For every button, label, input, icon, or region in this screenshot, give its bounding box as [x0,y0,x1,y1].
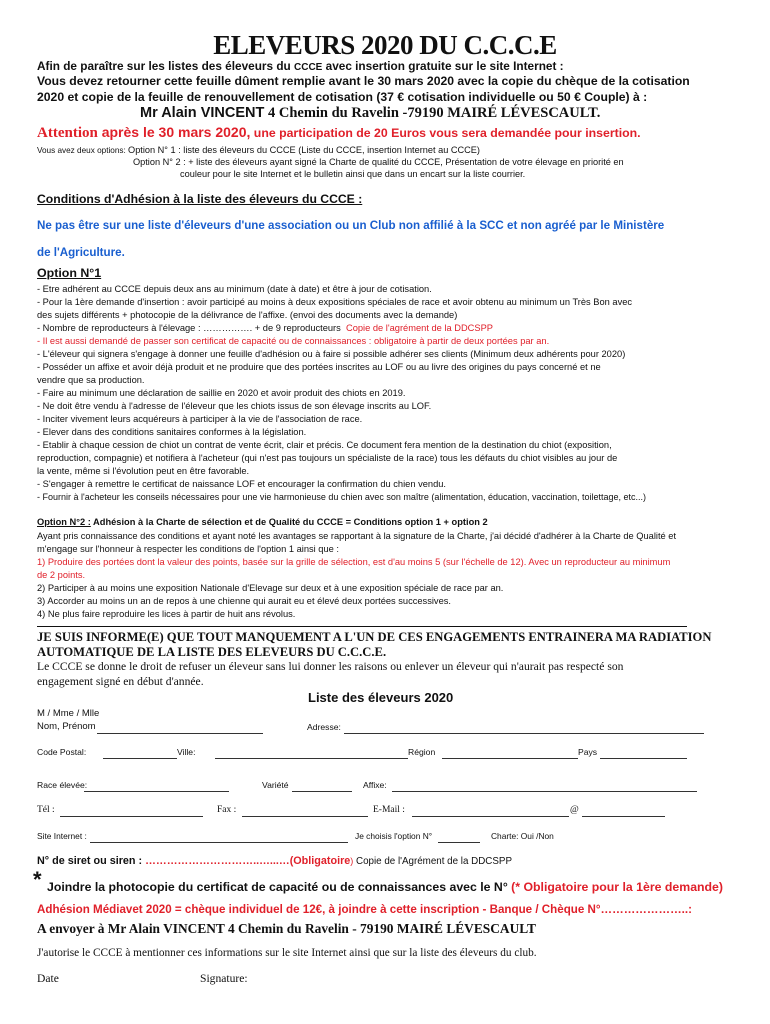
siret-copy: Copie de l'Agrément de la DDCSPP [353,856,512,867]
address-rest: 4 Chemin du Ravelin -79190 MAIRÉ LÉVESCAULT. [264,105,601,121]
variete-label: Variété [262,780,289,790]
nom-label: Nom, Prénom [37,721,96,732]
intro-line-3: 2020 et copie de la feuille de renouvellement de cotisation (37 € cotisation individuelle ou 50 € Couple) à : [37,90,648,104]
race-field[interactable] [84,791,229,792]
option1-line-4: - Il est aussi demandé de passer son certificat de capacité ou de connaissances : obligatoire à partir de deux portées par an. [37,336,550,346]
option-choice-field[interactable] [438,842,480,843]
region-field[interactable] [442,758,578,759]
send-to-line: A envoyer à Mr Alain VINCENT 4 Chemin du Ravelin - 79190 MAIRÉ LÉVESCAULT [37,921,536,936]
ville-label: Ville: [177,747,196,757]
affixe-field[interactable] [392,791,697,792]
ville-field[interactable] [215,758,408,759]
conditions-blue-1: Ne pas être sur une liste d'éleveurs d'une association ou un Club non affilié à la SCC et non agréé par le Ministère [37,219,665,232]
attention-date: le 30 mars 2020, [142,124,251,140]
siret-paren: ) [350,856,354,866]
option1-line-11: - Elever dans des conditions sanitaires conformes à la législation. [37,427,307,437]
attention-word: Attention [37,125,98,141]
option2-heading-line [37,517,488,527]
option1-line-3-text: - Nombre de reproducteurs à l'élevage : ……………. + de 9 reproducteurs [37,323,341,333]
date-label: Date [37,972,59,985]
option2-heading: Option N°2 : [37,517,91,527]
option1-line-3 [37,322,493,336]
option1-line-9: - Ne doit être vendu à l'adresse de l'éleveur que les chiots issus de son élevage inscrits au LOF. [37,401,432,411]
options-intro-2: Option N° 2 : + liste des éleveurs ayant signé la Charte de qualité du CCCE, Présentation de votre élevage en priorité en [133,157,624,167]
affixe-label: Affixe: [363,780,387,790]
intro-line-1 [37,59,564,73]
intro-line-1-ccce: CCCE [294,62,323,73]
site-field[interactable] [90,842,348,843]
siret-label: N° de siret ou siren : [37,855,146,867]
option2-line-2: m'engage sur l'honneur à respecter les conditions de l'option 1 ainsi que : [37,544,339,554]
variete-field[interactable] [292,791,352,792]
option1-line-13: reproduction, compagnie) et notifiera à l'acheteur (qui n'est pas toujours un spécialiste de la race) tous les défauts du chiot visibles au jour de [37,453,618,463]
intro-address [140,104,600,122]
pays-label: Pays [578,747,598,757]
option1-line-2 [37,309,457,323]
mediavet-text: Adhésion Médiavet 2020 = chèque individuel de 12€, à joindre à cette inscription - Banque / Chèque N°…………………..: [37,903,692,916]
section-divider [37,626,687,627]
tel-field[interactable] [60,816,203,817]
option1-line-10: - Inciter vivement leurs acquéreurs à participer à la vie de l'association de race. [37,414,363,424]
nom-field[interactable] [97,733,263,734]
conditions-blue-2: de l'Agriculture. [37,246,125,259]
email-at: @ [570,805,579,815]
informed-line-3: Le CCCE se donne le droit de refuser un éleveur sans lui donner les raisons ou enlever un éleveur qui n'aurait pas respecté son [37,660,624,673]
fax-label: Fax : [217,805,237,815]
code-postal-field[interactable] [103,758,177,759]
option1-heading: Option N°1 [37,266,102,280]
photocopy-a: Joindre la photocopie du certificat de capacité ou de connaissances avec le N° [47,880,512,894]
photocopy-line [47,880,723,894]
option1-line-5: - L'éleveur qui signera s'engage à donner une feuille d'adhésion ou à faire si possible adhérer ses clients (Minimum deux adhérents pour 2020) [37,349,626,359]
civility-label: M / Mme / Mlle [37,708,100,719]
mediavet-line [37,903,692,916]
option1-ddcspp-note: Copie de l'agrément de la DDCSPP [345,323,493,333]
option2-line-1: Ayant pris connaissance des conditions et ayant noté les avantages se rapportant à la signature de la Charte, j'ai décidé d'adhérer à la Charte de Qualité et [37,531,677,541]
option1-line-16: - Fournir à l'acheteur les conseils nécessaires pour une vie harmonieuse du chien avec son maître (alimentation, éducation, vaccination, toilettage, etc...) [37,492,647,502]
authorize-line: J'autorise le CCCE à mentionner ces informations sur le site Internet ainsi que sur la liste des éleveurs du club. [37,947,537,959]
adresse-field[interactable] [344,733,704,734]
attention-line [37,124,641,142]
page-title: ELEVEURS 2020 DU C.C.C.E [213,30,557,60]
charte-choice[interactable]: Charte: Oui /Non [491,831,554,841]
informed-line-1: JE SUIS INFORME(E) QUE TOUT MANQUEMENT A L'UN DE CES ENGAGEMENTS ENTRAINERA MA RADIATION [37,630,712,644]
address-name: Mr Alain VINCENT [140,105,265,121]
option2-item-3: 3) Accorder au moins un an de repos à une chienne qui aurait eu et élevé deux portées successives. [37,596,451,606]
intro-line-1-b: avec insertion gratuite sur le site Internet : [322,59,564,73]
siret-line [37,855,512,867]
option2-heading-rest: Adhésion à la Charte de sélection et de Qualité du CCCE = Conditions option 1 + option 2 [90,517,488,527]
race-label: Race élevée: [37,780,88,790]
options-intro-3: couleur pour le site Internet et le bulletin ainsi que dans un encart sur la liste courrier. [180,169,526,179]
adresse-label: Adresse: [307,722,341,732]
region-label: Région [408,747,436,757]
option2-item-2: 2) Participer à au moins une exposition Nationale d'Elevage sur deux et à une exposition spéciale de race par an. [37,583,504,593]
pays-field[interactable] [600,758,687,759]
informed-line-4: engagement signé en début d'année. [37,675,204,688]
option1-line-1: - Pour la 1ère demande d'insertion : avoir participé au moins à deux expositions spéciales de race et avoir obtenu au minimum un Très Bon avec [37,297,633,307]
informed-line-2: AUTOMATIQUE DE LA LISTE DES ELEVEURS DU C.C.C.E. [37,645,387,659]
options-intro-1-b: Option N° 1 : liste des éleveurs du CCCE (Liste du CCCE, insertion Internet au CCCE) [128,145,480,155]
option2-red-1: 1) Produire des portées dont la valeur des points, basée sur la grille de sélection, est d'au moins 5 (sur l'échelle de 12). Avec un reproducteur au minimum [37,557,671,567]
tel-label: Tél : [37,805,55,815]
form-heading: Liste des éleveurs 2020 [308,690,454,705]
email-field[interactable] [412,816,569,817]
option2-item-4: 4) Ne plus faire reproduire les lices à partir de huit ans révolus. [37,609,296,619]
email-label: E-Mail : [373,805,405,815]
conditions-heading: Conditions d'Adhésion à la liste des éleveurs du CCCE : [37,192,363,206]
option1-line-0: - Etre adhérent au CCCE depuis deux ans au minimum (date à date) et être à jour de cotisation. [37,284,432,294]
siret-dots[interactable]: …………………………..…...… [145,855,290,867]
email-domain-field[interactable] [582,816,665,817]
option2-red-2: de 2 points. [37,570,86,580]
code-postal-label: Code Postal: [37,747,87,757]
option1-line-7: vendre que sa production. [37,375,145,385]
option1-line-12: - Etablir à chaque cession de chiot un contrat de vente écrit, clair et précis. Ce document fera mention de la destination du chiot (exposition, [37,440,612,450]
option-choice-label: Je choisis l'option N° [355,831,433,841]
photocopy-b: (* Obligatoire pour la 1ère demande) [511,880,723,894]
options-intro-1 [37,145,480,155]
photocopy-star: * [33,867,42,892]
signature-label: Signature: [200,972,248,985]
option1-line-15: - S'engager à remettre le certificat de naissance LOF et encourager la confirmation du chien vendu. [37,479,446,489]
option1-line-8: - Faire au minimum une déclaration de saillie en 2020 et avoir produit des chiots en 2019. [37,388,406,398]
option1-line-14: la vente, même si l'évolution peut en être favorable. [37,466,250,476]
attention-rest: une participation de 20 Euros vous sera demandée pour insertion. [250,126,641,140]
attention-after: après [97,124,143,140]
intro-line-2: Vous devez retourner cette feuille dûment remplie avant le 30 mars 2020 avec la copie du chèque de la cotisation [37,74,690,88]
intro-line-1-a: Afin de paraître sur les listes des éleveurs du [37,59,295,73]
option1-line-2-text: des sujets différents + photocopie de la délivrance de l'affixe. (envoi des documents avec la demande) [37,310,458,320]
fax-field[interactable] [242,816,368,817]
siret-obligatoire: (Obligatoire [289,855,351,867]
options-intro-1-a: Vous avez deux options: [37,146,129,155]
site-label: Site Internet : [37,831,87,841]
option1-line-6: - Posséder un affixe et avoir déjà produit et ne produire que des portées inscrites au LOF ou au livre des origines du pays concerné et ne [37,362,601,372]
